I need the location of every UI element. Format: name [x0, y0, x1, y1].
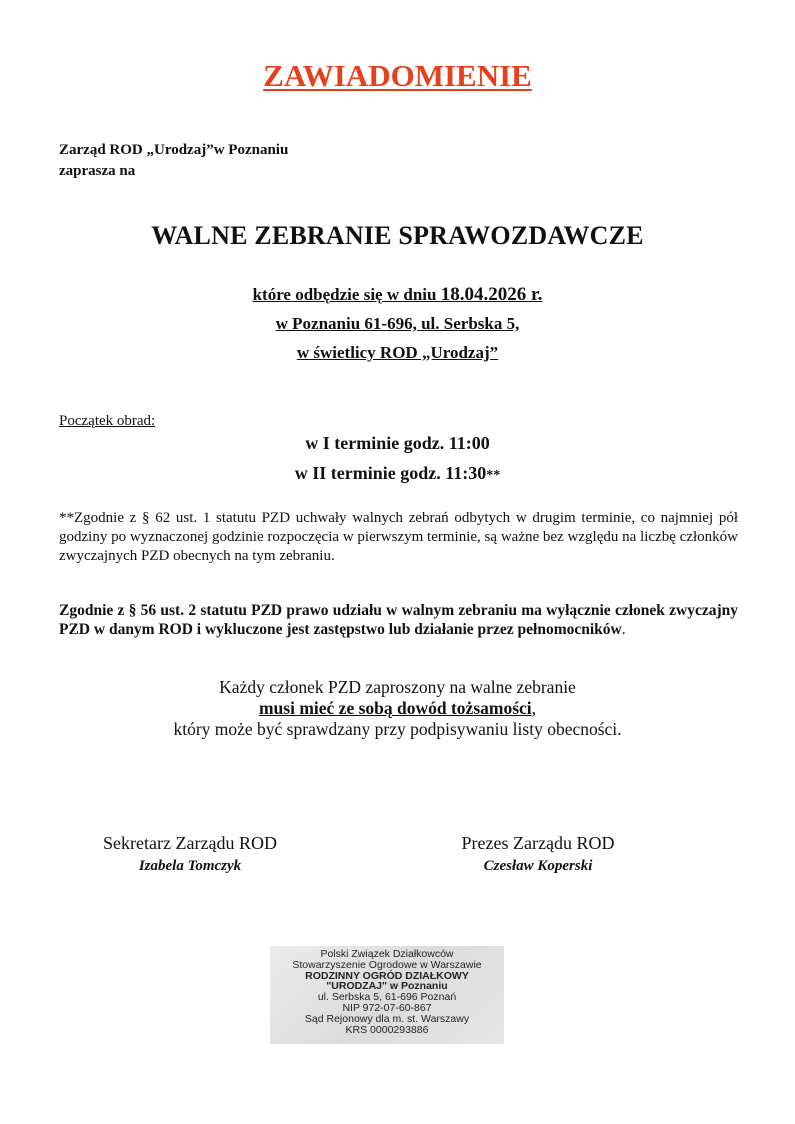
meeting-date-line [0, 283, 795, 312]
meeting-heading: WALNE ZEBRANIE SPRAWOZDAWCZE [151, 221, 644, 250]
id-notice-line2 [0, 698, 795, 719]
organization-stamp [270, 946, 504, 1044]
president-role: Prezes Zarządu ROD [461, 833, 615, 853]
id-notice-line3: który może być sprawdzany przy podpisywaniu listy obecności. [173, 719, 622, 739]
stamp-line-3: RODZINNY OGRÓD DZIAŁKOWY [305, 969, 469, 982]
id-notice-line1: Każdy członek PZD zaproszony na walne zebranie [219, 677, 576, 697]
second-term-line [0, 461, 795, 491]
meeting-details [0, 283, 795, 370]
statute-rule-text: Zgodnie z § 56 ust. 2 statutu PZD prawo udziału w walnym zebraniu ma wyłącznie członek zwyczajny PZD w danym ROD i wykluczone jest zastępstwo lub działanie przez pełnomocników [59, 602, 738, 638]
date-prefix: które odbędzie się w dniu [252, 285, 441, 304]
stamp-line-1: Polski Związek Działkowców [320, 948, 454, 960]
footnote-text: **Zgodnie z § 62 ust. 1 statutu PZD uchwały walnych zebrań odbytych w drugim terminie, co najmniej pół godziny po wyznaczonej godzinie rozpoczęcia w pierwszym terminie, są ważne bez względu na liczbę członków zwyczajnych PZD obecnych na tym zebraniu. [59, 510, 738, 564]
stamp-line-5: ul. Serbska 5, 61-696 Poznań [317, 991, 457, 1004]
stamp-line-7: Sąd Rejonowy dla m. st. Warszawy [304, 1012, 470, 1025]
organizer-name: Zarząd ROD „Urodzaj”w Poznaniu [59, 142, 289, 158]
first-term: w I terminie godz. 11:00 [305, 433, 490, 453]
signature-president [443, 831, 633, 877]
meeting-venue: w świetlicy ROD „Urodzaj” [296, 343, 499, 362]
second-term: w II terminie godz. 11:30 [294, 463, 487, 483]
invitation-text: zaprasza na [59, 163, 136, 179]
document-title: ZAWIADOMIENIE [263, 58, 532, 93]
stamp-line-2: Stowarzyszenie Ogrodowe w Warszawie [292, 958, 482, 971]
id-requirement-end: , [531, 698, 537, 718]
meeting-terms [0, 431, 795, 491]
signature-secretary [95, 831, 285, 877]
secretary-role: Sekretarz Zarządu ROD [103, 833, 277, 853]
statute-rule [59, 601, 738, 639]
meeting-address: w Poznaniu 61-696, ul. Serbska 5, [275, 314, 520, 333]
secretary-name: Izabela Tomczyk [138, 858, 242, 874]
president-name: Czesław Koperski [483, 858, 593, 874]
statute-rule-end: . [621, 621, 626, 638]
organizer-block [59, 140, 288, 182]
stamp-line-4: "URODZAJ" w Poznaniu [326, 980, 448, 993]
start-label: Początek obrad: [59, 413, 156, 429]
id-requirement: musi mieć ze sobą dowód tożsamości [258, 698, 532, 718]
stamp-line-6: NIP 972-07-60-867 [342, 1001, 432, 1014]
meeting-date: 18.04.2026 r. [440, 284, 543, 305]
id-notice [0, 677, 795, 740]
stamp-line-8: KRS 0000293886 [345, 1023, 429, 1036]
footnote-mark: ** [486, 468, 501, 483]
